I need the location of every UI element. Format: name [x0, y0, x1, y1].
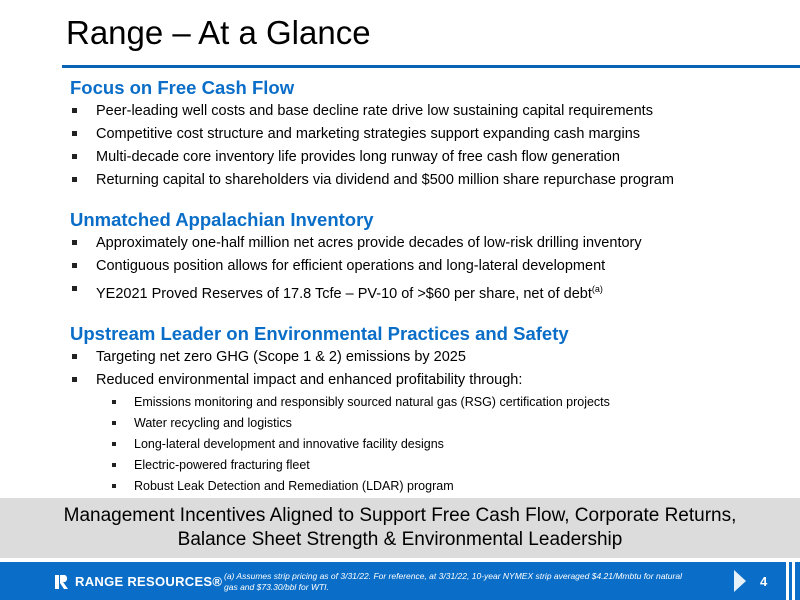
- list-item: Competitive cost structure and marketing strategies support expanding cash margins: [70, 123, 790, 146]
- bullet-square-icon: [72, 131, 77, 136]
- page-title: Range – At a Glance: [66, 14, 371, 51]
- footnote: (a) Assumes strip pricing as of 3/31/22. For reference, at 3/31/22, 10-year NYMEX strip averaged $4.21/Mmbtu for natural gas and $73.30/bbl for WTI.: [224, 571, 682, 592]
- bullet-square-icon: [72, 177, 77, 182]
- list-item: Emissions monitoring and responsibly sourced natural gas (RSG) certification projects: [70, 392, 790, 413]
- list-item: Robust Leak Detection and Remediation (LDAR) program: [70, 476, 790, 497]
- company-logo: [55, 574, 222, 589]
- bullet-list-free-cash-flow: [70, 100, 790, 192]
- slide-footer: [0, 562, 800, 600]
- bullet-list-appalachian-inventory: [70, 232, 790, 306]
- list-item: Peer-leading well costs and base decline rate drive low sustaining capital requirements: [70, 100, 790, 123]
- bullet-square-icon: [72, 240, 77, 245]
- section-heading-environmental: Upstream Leader on Environmental Practices and Safety: [70, 322, 569, 344]
- bullet-square-icon: [112, 463, 116, 467]
- sub-bullet-list-environmental: [70, 392, 790, 497]
- range-logo-icon: [55, 575, 69, 589]
- list-item: Targeting net zero GHG (Scope 1 & 2) emissions by 2025: [70, 346, 790, 369]
- list-item: Water recycling and logistics: [70, 413, 790, 434]
- bullet-square-icon: [72, 354, 77, 359]
- footnote-marker: (a): [591, 284, 603, 294]
- section-heading-appalachian-inventory: Unmatched Appalachian Inventory: [70, 209, 374, 230]
- list-item: Returning capital to shareholders via dividend and $500 million share repurchase program: [70, 169, 790, 192]
- bullet-square-icon: [72, 154, 77, 159]
- section-heading-free-cash-flow: Focus on Free Cash Flow: [70, 77, 295, 98]
- banner-line-2: Balance Sheet Strength & Environmental Leadership: [177, 529, 623, 550]
- list-item: Multi-decade core inventory life provides long runway of free cash flow generation: [70, 146, 790, 169]
- bullet-square-icon: [72, 377, 77, 382]
- bullet-square-icon: [112, 400, 116, 404]
- decorative-stripes: [784, 562, 800, 600]
- bullet-list-environmental: [70, 346, 790, 392]
- bullet-square-icon: [112, 421, 116, 425]
- slide-content: [70, 76, 790, 497]
- bullet-square-icon: [72, 263, 77, 268]
- title-divider: [62, 65, 800, 68]
- list-item: YE2021 Proved Reserves of 17.8 Tcfe – PV-10 of >$60 per share, net of debt$^{(a)}$: [70, 278, 790, 306]
- bullet-square-icon: [72, 286, 77, 291]
- page-number: 4: [760, 574, 768, 589]
- logo-text: RANGE RESOURCES®: [75, 574, 223, 589]
- list-item: Approximately one-half million net acres provide decades of low-risk drilling inventory: [70, 232, 790, 255]
- summary-banner: [0, 498, 800, 558]
- list-item: Reduced environmental impact and enhanced profitability through:: [70, 369, 790, 392]
- list-item: Electric-powered fracturing fleet: [70, 455, 790, 476]
- banner-line-1: Management Incentives Aligned to Support Free Cash Flow, Corporate Returns,: [63, 505, 737, 526]
- bullet-square-icon: [112, 484, 116, 488]
- bullet-square-icon: [72, 108, 77, 113]
- chevron-right-icon: [734, 570, 746, 592]
- list-item: Contiguous position allows for efficient operations and long-lateral development: [70, 255, 790, 278]
- list-item: Long-lateral development and innovative facility designs: [70, 434, 790, 455]
- bullet-square-icon: [112, 442, 116, 446]
